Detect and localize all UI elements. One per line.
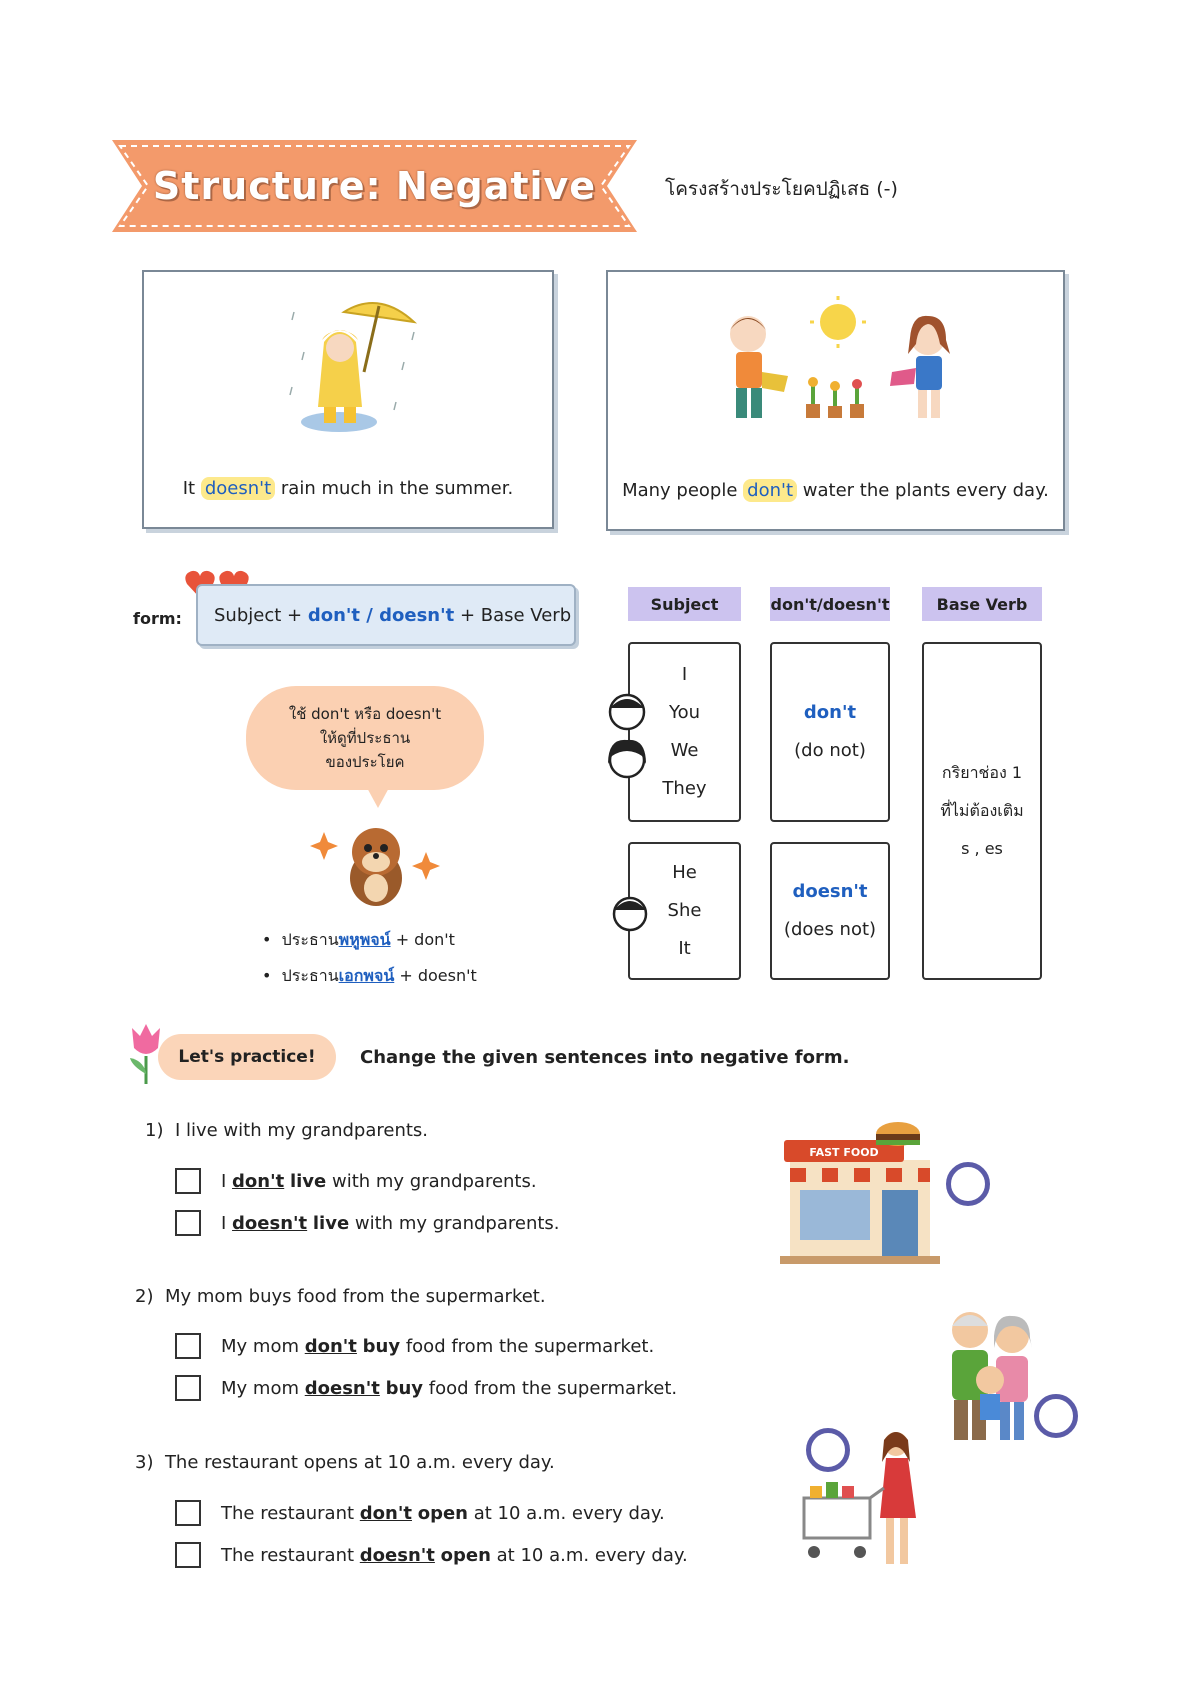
question-3: [135, 1452, 555, 1473]
example-text: rain much in the summer.: [280, 478, 514, 499]
option-2b[interactable]: [175, 1375, 677, 1401]
checkbox[interactable]: [175, 1542, 201, 1568]
fast-food-shop-icon: [780, 1120, 940, 1270]
base-verb-line: s , es: [961, 839, 1003, 858]
question-2: [135, 1286, 546, 1307]
option-aux: don't: [304, 1335, 357, 1357]
form-formula: [196, 584, 576, 646]
thai-subtitle: โครงสร้างประโยคปฏิเสธ (-): [665, 178, 898, 200]
subject-word: He: [672, 862, 697, 883]
doesnt-word: doesn't: [792, 881, 868, 902]
base-verb-line: กริยาช่อง 1: [941, 763, 1023, 782]
option-3a[interactable]: [175, 1500, 665, 1526]
girl-umbrella-icon: [284, 292, 424, 442]
question-text: The restaurant opens at 10 a.m. every day.: [164, 1452, 555, 1473]
title-banner: [112, 140, 637, 232]
example-card-2: [606, 270, 1065, 531]
subject-word: We: [670, 740, 699, 761]
subject-word: She: [667, 900, 702, 921]
option-verb: open: [440, 1544, 491, 1566]
rule-singular: • ประธานเอกพจน์ + doesn't: [262, 966, 477, 985]
dont-full: (do not): [794, 740, 866, 761]
answer-circle-2[interactable]: [1034, 1394, 1078, 1438]
option-verb: live: [312, 1212, 350, 1234]
header-base-verb: Base Verb: [922, 587, 1042, 621]
subject-word: It: [678, 938, 691, 959]
tip-line: ใช้ don't หรือ doesn't: [288, 705, 442, 723]
question-number: 2): [135, 1286, 154, 1307]
doesnt-cell: [770, 842, 890, 980]
option-verb: open: [417, 1502, 468, 1524]
rule-suffix: + doesn't: [399, 966, 477, 985]
plural-link[interactable]: พหูพจน์: [338, 930, 391, 949]
option-aux: don't: [232, 1170, 285, 1192]
question-text: I live with my grandparents.: [174, 1120, 429, 1141]
rule-plural: • ประธานพหูพจน์ + don't: [262, 930, 455, 949]
example-text: Many people: [622, 480, 738, 501]
example-card-1: [142, 270, 554, 529]
shopping-woman-icon: [800, 1428, 930, 1572]
example-text: It: [182, 478, 196, 499]
option-text: at 10 a.m. every day.: [473, 1502, 665, 1524]
option-verb: buy: [385, 1377, 424, 1399]
doesnt-full: (does not): [783, 919, 877, 940]
option-text: My mom: [221, 1377, 299, 1399]
tip-line: ของประโยค: [325, 753, 405, 771]
option-1a[interactable]: [175, 1168, 537, 1194]
option-verb: live: [289, 1170, 327, 1192]
question-number: 3): [135, 1452, 154, 1473]
question-number: 1): [145, 1120, 164, 1141]
option-text: with my grandparents.: [331, 1170, 537, 1192]
option-verb: buy: [362, 1335, 401, 1357]
question-1: [145, 1120, 428, 1141]
answer-circle-1[interactable]: [946, 1162, 990, 1206]
base-verb-line: ที่ไม่ต้องเติม: [940, 801, 1024, 820]
dont-cell: [770, 642, 890, 822]
example-sentence-2: [608, 480, 1063, 501]
rule-prefix: ประธาน: [281, 966, 339, 985]
page-title: Structure: Negative: [152, 164, 597, 208]
option-aux: don't: [359, 1502, 412, 1524]
highlighted-word: don't: [743, 479, 797, 502]
question-text: My mom buys food from the supermarket.: [164, 1286, 546, 1307]
option-text: I: [221, 1212, 227, 1234]
practice-instruction: Change the given sentences into negative form.: [360, 1047, 850, 1068]
singular-link[interactable]: เอกพจน์: [338, 966, 395, 985]
option-aux: doesn't: [359, 1544, 435, 1566]
subject-word: I: [681, 664, 688, 685]
option-aux: doesn't: [304, 1377, 380, 1399]
checkbox[interactable]: [175, 1500, 201, 1526]
header-auxiliary: don't/doesn't: [770, 587, 890, 621]
option-text: The restaurant: [221, 1502, 355, 1524]
dont-word: don't: [803, 702, 857, 723]
checkbox[interactable]: [175, 1333, 201, 1359]
option-3b[interactable]: [175, 1542, 688, 1568]
checkbox[interactable]: [175, 1210, 201, 1236]
option-text: with my grandparents.: [354, 1212, 560, 1234]
checkbox[interactable]: [175, 1168, 201, 1194]
practice-label: Let's practice!: [158, 1034, 336, 1080]
example-sentence-1: [144, 478, 552, 499]
tip-bubble: [246, 686, 484, 790]
kids-watering-icon: [718, 294, 958, 444]
option-text: food from the supermarket.: [405, 1335, 655, 1357]
option-text: food from the supermarket.: [428, 1377, 678, 1399]
base-verb-cell: [922, 642, 1042, 980]
chipmunk-icon: [310, 812, 440, 908]
option-text: I: [221, 1170, 227, 1192]
faces-icon: [604, 690, 650, 784]
header-subject: Subject: [628, 587, 741, 621]
form-subject: Subject +: [214, 604, 303, 626]
subject-word: You: [668, 702, 701, 723]
checkbox[interactable]: [175, 1375, 201, 1401]
face-icon: [610, 892, 650, 932]
option-text: The restaurant: [221, 1544, 355, 1566]
rules-list: [262, 922, 477, 994]
option-text: My mom: [221, 1335, 299, 1357]
form-base-verb: + Base Verb: [459, 604, 572, 626]
grandparents-icon: [940, 1300, 1040, 1450]
form-auxiliary: don't / doesn't: [307, 604, 455, 626]
shop-sign: FAST FOOD: [809, 1146, 879, 1159]
option-1b[interactable]: [175, 1210, 560, 1236]
option-text: at 10 a.m. every day.: [496, 1544, 688, 1566]
subject-word: They: [662, 778, 707, 799]
rule-suffix: + don't: [395, 930, 455, 949]
rule-prefix: ประธาน: [281, 930, 339, 949]
option-aux: doesn't: [232, 1212, 308, 1234]
highlighted-word: doesn't: [201, 477, 275, 500]
form-label: form:: [133, 609, 182, 628]
bubble-tail-icon: [366, 786, 390, 810]
option-2a[interactable]: [175, 1333, 654, 1359]
tip-line: ให้ดูที่ประธาน: [319, 729, 411, 747]
example-text: water the plants every day.: [802, 480, 1049, 501]
